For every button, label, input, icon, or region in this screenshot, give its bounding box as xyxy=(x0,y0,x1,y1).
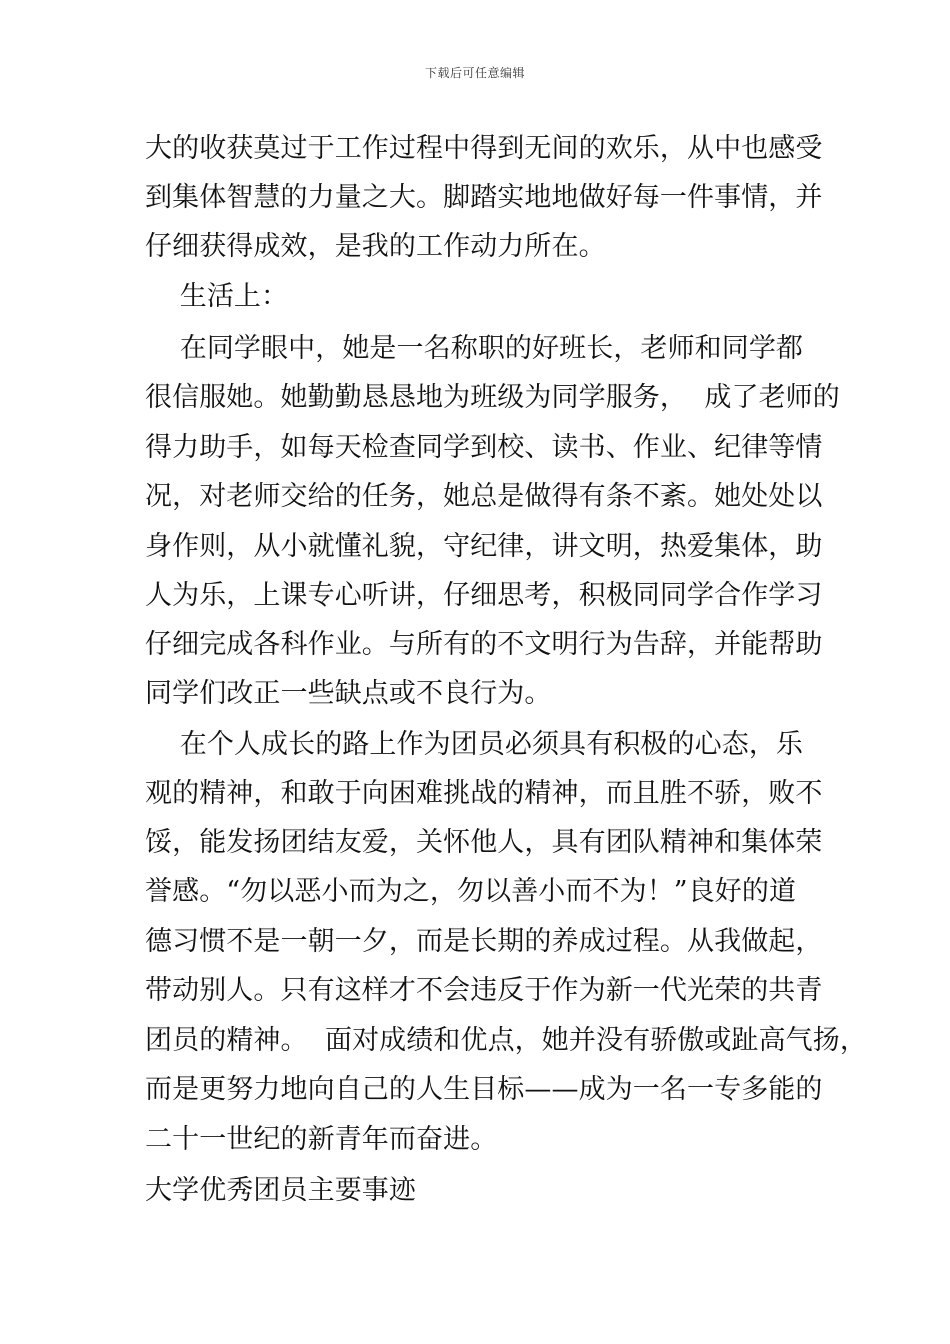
body-line-5: 在同学眼中，她是一名称职的好班长，老师和同学都 xyxy=(145,333,804,364)
body-line-18: 带动别人。只有这样才不会违反于作为新一代光荣的共青 xyxy=(145,975,823,1006)
document-title-heading: 大学优秀团员主要事迹 xyxy=(145,1175,416,1206)
body-line-14: 观的精神，和敢于向困难挑战的精神，而且胜不骄，败不 xyxy=(145,778,823,809)
page-header-note: 下载后可任意编辑 xyxy=(424,66,525,80)
body-line-6: 很信服她。她勤勤恳恳地为班级为同学服务， 成了老师的 xyxy=(145,382,840,413)
body-line-17: 德习惯不是一朝一夕，而是长期的养成过程。从我做起， xyxy=(145,926,823,957)
body-line-7: 得力助手，如每天检查同学到校、读书、作业、纪律等情 xyxy=(145,432,823,463)
body-line-16: 誉感。“勿以恶小而为之，勿以善小而不为！”良好的道 xyxy=(145,876,797,907)
body-line-8: 况，对老师交给的任务，她总是做得有条不紊。她处处以 xyxy=(145,481,823,512)
body-line-15: 馁，能发扬团结友爱，关怀他人，具有团队精神和集体荣 xyxy=(145,827,823,858)
body-line-3: 仔细获得成效，是我的工作动力所在。 xyxy=(145,231,606,262)
body-line-2: 到集体智慧的力量之大。脚踏实地地做好每一件事情，并 xyxy=(145,182,823,213)
body-line-10: 人为乐，上课专心听讲，仔细思考，积极同同学合作学习 xyxy=(145,580,823,611)
body-line-12: 同学们改正一些缺点或不良行为。 xyxy=(145,678,552,709)
body-line-20: 而是更努力地向自己的人生目标——成为一名一专多能的 xyxy=(145,1074,823,1105)
body-line-11: 仔细完成各科作业。与所有的不文明行为告辞，并能帮助 xyxy=(145,629,823,660)
body-line-1: 大的收获莫过于工作过程中得到无间的欢乐，从中也感受 xyxy=(145,133,823,164)
body-line-13: 在个人成长的路上作为团员必须具有积极的心态，乐 xyxy=(145,729,804,760)
body-line-9: 身作则，从小就懂礼貌，守纪律，讲文明，热爱集体，助 xyxy=(145,531,823,562)
body-line-19: 团员的精神。 面对成绩和优点，她并没有骄傲或趾高气扬， xyxy=(145,1025,867,1056)
section-heading-life: 生活上： xyxy=(145,281,289,312)
body-line-21: 二十一世纪的新青年而奋进。 xyxy=(145,1124,498,1155)
